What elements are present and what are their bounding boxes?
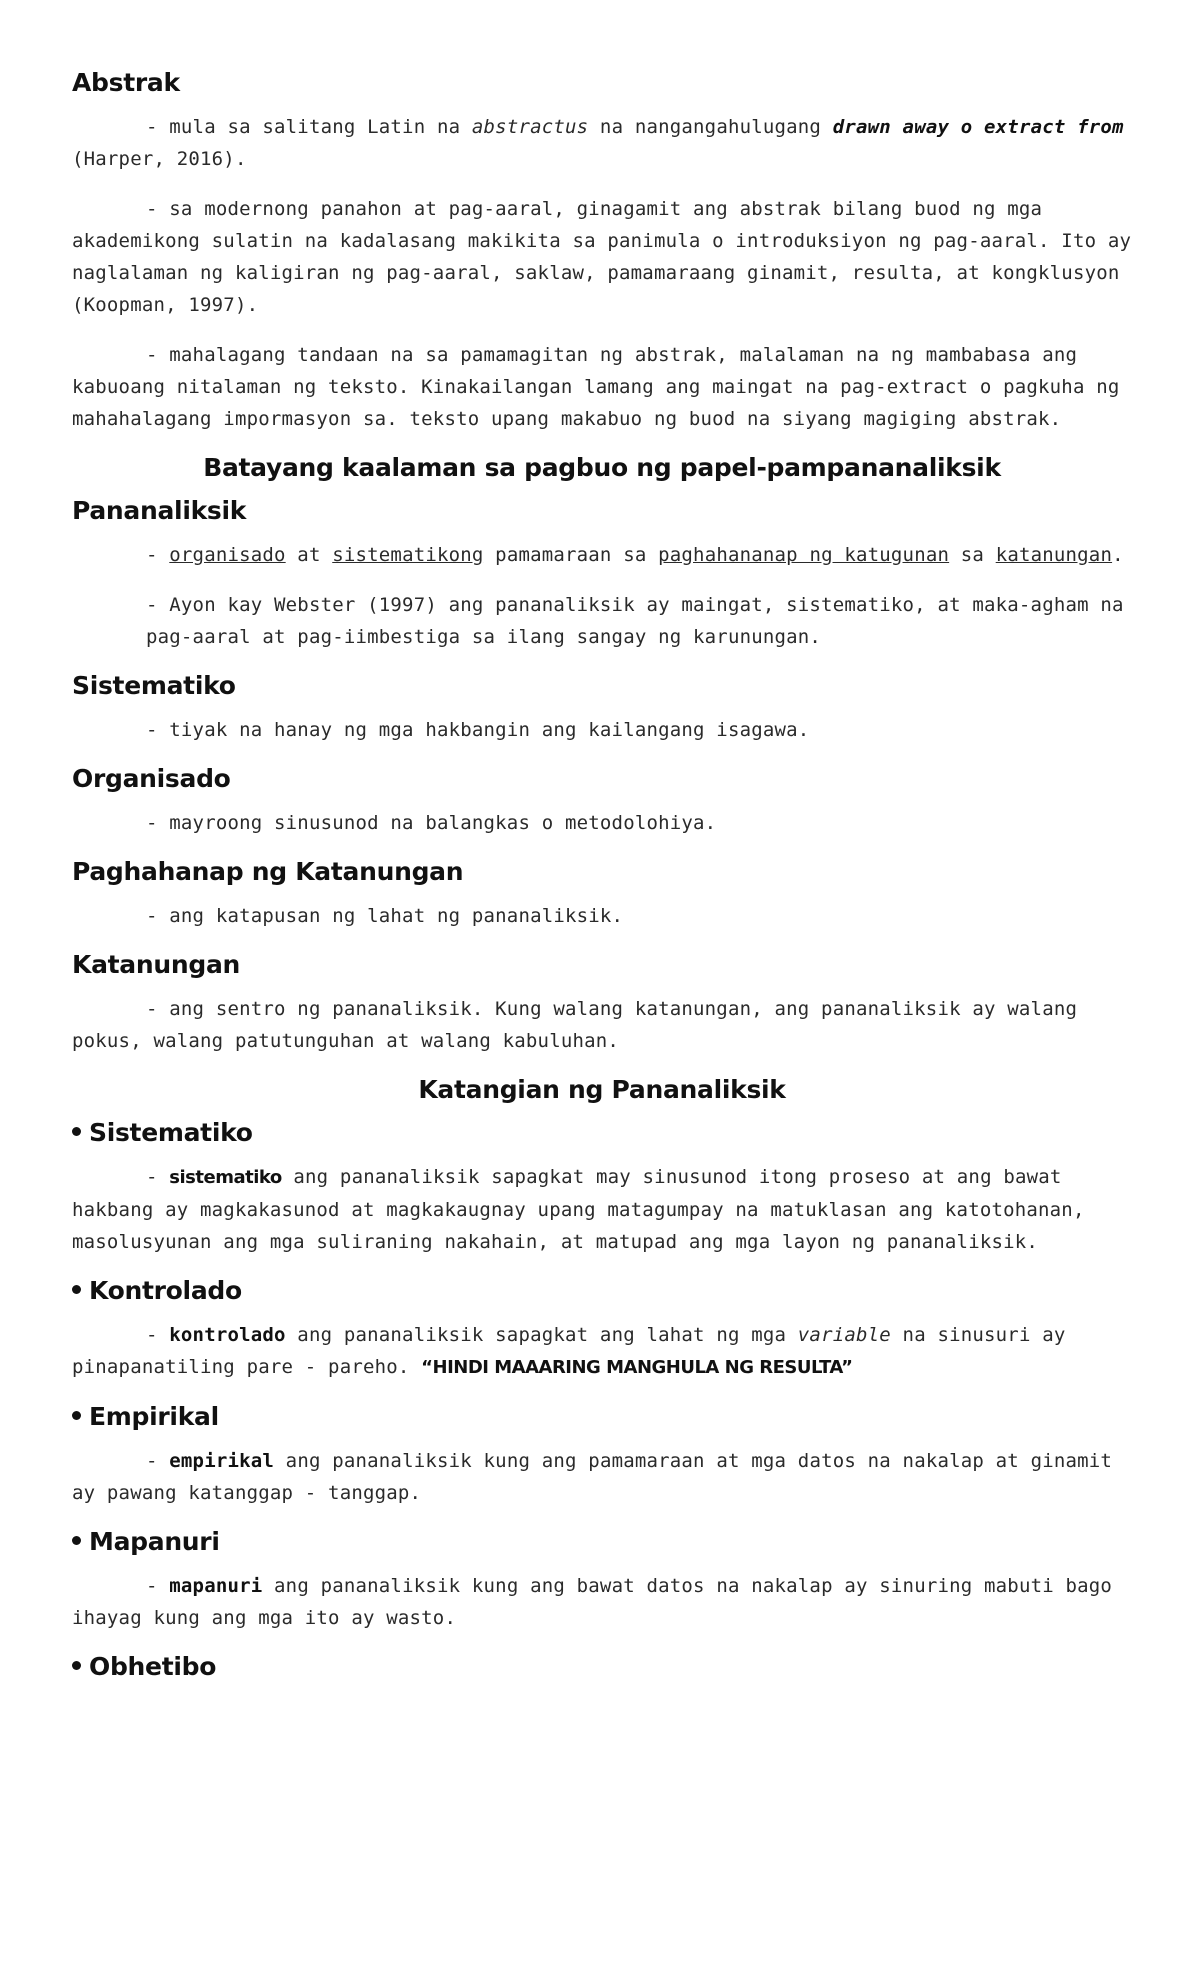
italic-term: variable: [797, 1324, 891, 1346]
text-run: -: [146, 1324, 170, 1346]
abstrak-heading: Abstrak: [72, 68, 180, 97]
underlined-term: katanungan: [995, 544, 1113, 566]
heading-text: Empirikal: [89, 1402, 219, 1431]
katangian-mapanuri-heading: [72, 1527, 1132, 1556]
bold-term: mapanuri: [169, 1575, 263, 1597]
sistematiko-heading: Sistematiko: [72, 671, 236, 700]
batayang-kaalaman-title: Batayang kaalaman sa pagbuo ng papel-pampananaliksik: [203, 453, 1001, 482]
bold-term: kontrolado: [169, 1324, 286, 1346]
katanungan-definition: - ang sentro ng pananaliksik. Kung walang katanungan, ang pananaliksik ay walang pokus, walang patutunguhan at walang kabuluhan.: [72, 998, 1078, 1052]
bold-term: sistematiko: [169, 1167, 282, 1188]
text-run: -: [146, 544, 170, 566]
sistematiko-definition: - tiyak na hanay ng mga hakbangin ang kailangang isagawa.: [146, 719, 810, 741]
latin-term: abstractus: [471, 116, 589, 138]
katangian-kontrolado-heading: [72, 1276, 1132, 1305]
emphasis-quote: “HINDI MAAARING MANGHULA NG RESULTA”: [421, 1357, 853, 1378]
organisado-heading: Organisado: [72, 764, 231, 793]
underlined-term: sistematikong: [332, 544, 484, 566]
katangian-title: Katangian ng Pananaliksik: [418, 1075, 786, 1104]
katangian-kontrolado-text: [72, 1319, 1132, 1384]
text-run: pamamaraan sa: [483, 544, 659, 566]
katangian-sistematiko-text: [72, 1161, 1132, 1258]
katangian-mapanuri-text: [72, 1570, 1132, 1634]
abstrak-paragraph-1: [72, 111, 1132, 175]
paghahanap-definition: - ang katapusan ng lahat ng pananaliksik.: [146, 905, 624, 927]
text-run: ang pananaliksik kung ang bawat datos na nakalap ay sinuring mabuti bago ihayag kung ang mga ito ay wasto.: [72, 1575, 1113, 1629]
text-run: na nangangahulugang: [588, 116, 833, 138]
text-run: - mula sa salitang Latin na: [146, 116, 472, 138]
bullet-icon: [72, 1127, 81, 1136]
text-run: ang pananaliksik sapagkat may sinusunod itong proseso at ang bawat hakbang ay magkakasunod at magkakaugnay upang matagumpay na matuklasan ang katotohanan, masolusyunan ang mga suliraning nakahain, at matupad ang mga layon ng pananaliksik.: [72, 1166, 1085, 1253]
bullet-icon: [72, 1661, 81, 1670]
bullet-icon: [72, 1536, 81, 1545]
organisado-definition: - mayroong sinusunod na balangkas o metodolohiya.: [146, 812, 717, 834]
katangian-sistematiko-heading: [72, 1118, 1132, 1147]
pananaliksik-heading: Pananaliksik: [72, 496, 247, 525]
heading-text: Obhetibo: [89, 1652, 217, 1681]
abstrak-paragraph-2: - sa modernong panahon at pag-aaral, ginagamit ang abstrak bilang buod ng mga akademikong sulatin na kadalasang makikita sa panimula o introduksiyon ng pag-aaral. Ito ay naglalaman ng kaligiran ng pag-aaral, saklaw, pamamaraang ginamit, resulta, at kongklusyon (Koopman, 1997).: [72, 198, 1132, 316]
katangian-obhetibo-heading: [72, 1652, 1132, 1681]
underlined-term: organisado: [169, 544, 286, 566]
text-run: na sinusuri ay pinapanatiling pare - pareho.: [72, 1324, 1066, 1378]
bold-term: empirikal: [169, 1450, 275, 1472]
text-run: -: [146, 1575, 170, 1597]
heading-text: Kontrolado: [89, 1276, 242, 1305]
text-run: ang pananaliksik kung ang pamamaraan at mga datos na nakalap at ginamit ay pawang katanggap - tanggap.: [72, 1450, 1113, 1504]
text-run: ang pananaliksik sapagkat ang lahat ng mga: [285, 1324, 798, 1346]
text-run: at: [285, 544, 333, 566]
katanungan-heading: Katanungan: [72, 950, 241, 979]
text-run: -: [146, 1450, 170, 1472]
pananaliksik-definition: [72, 539, 1132, 571]
heading-text: Sistematiko: [89, 1118, 253, 1147]
katangian-empirikal-text: [72, 1445, 1132, 1509]
heading-text: Mapanuri: [89, 1527, 220, 1556]
text-run: sa: [949, 544, 996, 566]
text-run: .: [1112, 544, 1124, 566]
text-run: -: [146, 1166, 170, 1188]
katangian-empirikal-heading: [72, 1402, 1132, 1431]
paghahanap-heading: Paghahanap ng Katanungan: [72, 857, 464, 886]
webster-definition: - Ayon kay Webster (1997) ang pananaliksik ay maingat, sistematiko, at maka-agham na pag-aaral at pag-iimbestiga sa ilang sangay ng karunungan.: [146, 594, 1124, 648]
translation-term: drawn away o extract from: [832, 116, 1124, 138]
bullet-icon: [72, 1411, 81, 1420]
text-run: (Harper, 2016).: [72, 148, 247, 170]
abstrak-paragraph-3: - mahalagang tandaan na sa pamamagitan ng abstrak, malalaman na ng mambabasa ang kabuoang nitalaman ng teksto. Kinakailangan lamang ang maingat na pag-extract o pagkuha ng mahahalagang impormasyon sa. teksto upang makabuo ng buod na siyang magiging abstrak.: [72, 344, 1120, 430]
bullet-icon: [72, 1285, 81, 1294]
underlined-term: paghahananap ng katugunan: [658, 544, 950, 566]
